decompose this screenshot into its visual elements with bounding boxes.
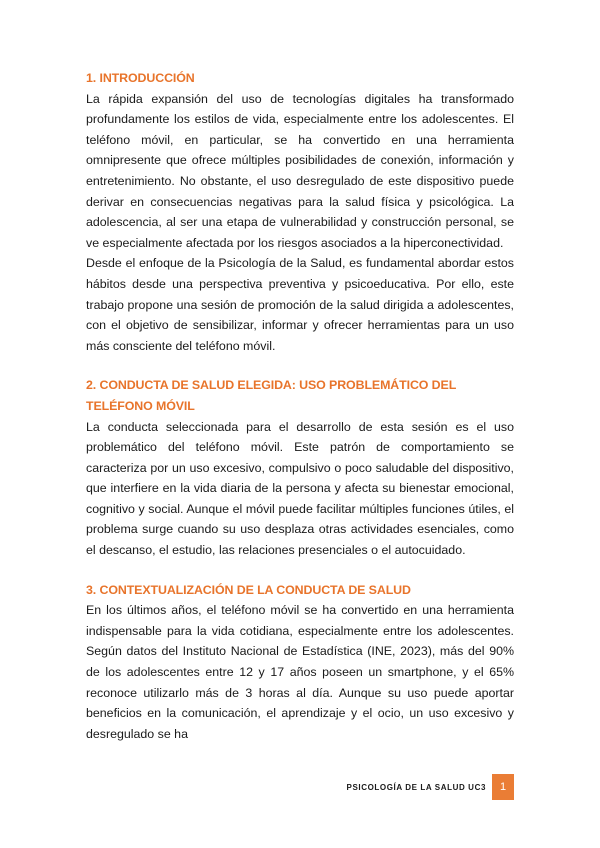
paragraph: En los últimos años, el teléfono móvil se ha convertido en una herramienta indispensable para la vida cotidiana, especialmente entre los adolescentes. Según datos del Instituto Nacional de Estadística (INE, 2023), más del 90% de los adolescentes entre 12 y 17 años poseen un smartphone, y el 65% reconoce utilizarlo más de 3 horas al día. Aunque su uso puede aportar beneficios en la comunicación, el aprendizaje y el ocio, un uso excesivo y desregulado se ha [86,603,514,741]
section-heading-introduccion: 1. INTRODUCCIÓN [86,71,195,85]
footer-label: PSICOLOGÍA DE LA SALUD UC3 [346,782,486,792]
paragraph: La conducta seleccionada para el desarrollo de esta sesión es el uso problemático del teléfono móvil. Este patrón de comportamiento se caracteriza por un uso excesivo, compulsivo o poco saludable del dispositivo, que interfiere en la vida diaria de la persona y afecta su bienestar emocional, cognitivo y social. Aunque el móvil puede facilitar múltiples funciones útiles, el problema surge cuando su uso desplaza otras actividades esenciales, como el descanso, el estudio, las relaciones presenciales o el autocuidado. [86,419,514,558]
page-footer [347,776,514,798]
section-heading-conducta: 2. CONDUCTA DE SALUD ELEGIDA: USO PROBLEMÁTICO DEL TELÉFONO MÓVIL [86,378,456,413]
paragraph: Desde el enfoque de la Psicología de la Salud, es fundamental abordar estos hábitos desde una perspectiva preventiva y psicoeducativa. Por ello, este trabajo propone una sesión de promoción de la salud dirigida a adolescentes, con el objetivo de sensibilizar, informar y ofrecer herramientas para un uso más consciente del teléfono móvil. [86,256,514,353]
section-heading-contextualizacion: 3. CONTEXTUALIZACIÓN DE LA CONDUCTA DE SALUD [86,582,411,597]
page-content [86,68,514,744]
paragraph: La rápida expansión del uso de tecnologías digitales ha transformado profundamente los estilos de vida, especialmente entre los adolescentes. El teléfono móvil, en particular, se ha convertido en una herramienta omnipresente que ofrece múltiples posibilidades de conexión, información y entretenimiento. No obstante, el uso desregulado de este dispositivo puede derivar en consecuencias negativas para la salud física y psicológica. La adolescencia, al ser una etapa de vulnerabilidad y construcción personal, se ve especialmente afectada por los riesgos asociados a la hiperconectividad. [86,91,514,250]
page-number-badge: 1 [492,774,514,800]
